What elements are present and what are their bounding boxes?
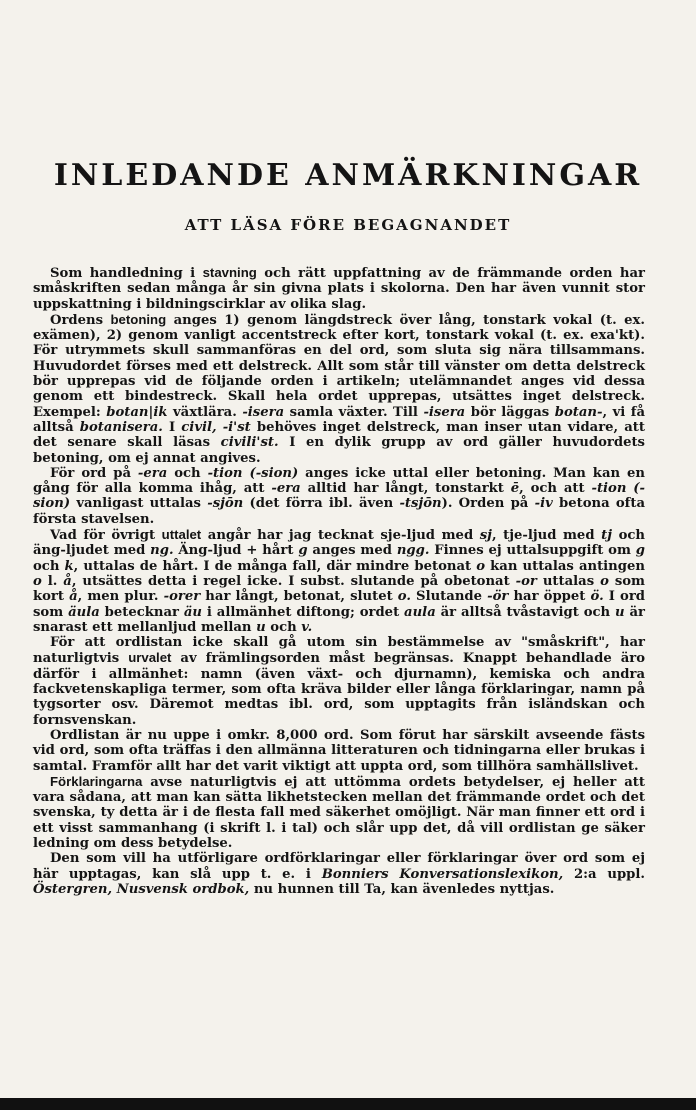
example-word: -isera — [423, 404, 466, 420]
page-title: INLEDANDE ANMÄRKNINGAR — [53, 158, 643, 193]
example-word: -isera — [242, 404, 285, 420]
text-run: vanligast uttalas — [70, 496, 208, 512]
keyword-uttalet: uttalet — [161, 527, 202, 543]
example-word: ng. — [150, 543, 174, 559]
text-run: (det förra ibl. även — [243, 496, 400, 512]
example-word: g — [635, 543, 645, 559]
text-run: I en dylik grupp av ord gäller huvudordets betoning, om ej annat angives. — [33, 435, 645, 466]
example-word: -iv — [534, 496, 553, 512]
example-word: o — [476, 558, 486, 574]
text-run: betecknar — [99, 604, 184, 620]
example-word: ö. — [590, 589, 604, 605]
text-run: anges 1) genom längdstreck över lång, tonstark vokal (t. ex. exämen), 2) genom vanligt accentstreck efter kort, tonstark vokal (t. ex. exa'kt). För utrymmets skull sammanföras en del ord, som sluta sig nära tillsammans. Huvudordet förses med ett delstreck. Allt som står till vänster om detta delstreck bör upprepas vid de följande orden i artikeln; utelämnandet anges vid dessa genom ett bindestreck. Skall hela ordet upprepas, utsättes inget delstreck. Exempel: — [33, 312, 645, 420]
example-word: -tsjōn — [399, 496, 442, 512]
keyword-stavning: stavning — [202, 265, 257, 280]
page-subtitle: ATT LÄSA FÖRE BEGAGNANDET — [184, 216, 512, 234]
text-run: I — [162, 419, 182, 435]
text-run: anges med — [307, 543, 397, 559]
text-run: kan uttalas antingen — [485, 558, 645, 574]
text-run: För att ordlistan icke skall gå utom sin bestämmelse av "småskrift", har naturligtvis — [33, 635, 645, 667]
example-word: -sjōn — [207, 496, 244, 512]
text-run: bör läggas — [465, 404, 555, 420]
example-word: -tion (-sion) — [33, 481, 646, 512]
text-run: ). Orden på — [441, 496, 535, 512]
text-run: har långt, betonat, slutet — [200, 589, 398, 605]
text-run: som kort — [33, 573, 645, 605]
text-run: Den som vill ha utförligare ordförklaringar eller förklaringar över ord som ej här upptagas, kan slå upp t. e. i — [33, 851, 645, 882]
example-word: -era — [271, 481, 301, 497]
example-word: civil, -i'st — [181, 419, 251, 435]
text-run: Ordens — [50, 312, 111, 328]
text-run: Vad för övrigt — [50, 528, 162, 544]
text-run: Slutande — [410, 589, 488, 605]
example-word: å — [69, 589, 78, 605]
paragraph-references — [33, 851, 645, 897]
text-run: har öppet — [508, 589, 591, 605]
example-word: ngg. — [396, 543, 430, 559]
example-word: u — [256, 619, 266, 635]
text-run: växtlära. — [167, 404, 243, 420]
text-run: och rätt uppfattning av de främmande orden har småskriften sedan många år sin givna plats i skolorna. Den har även vunnit stor uppskattning i bildningscirklar av olika slag. — [33, 266, 645, 312]
text-run: uttalas — [536, 573, 601, 589]
example-word: å — [63, 573, 72, 589]
text-run: , men plur. — [77, 589, 164, 605]
keyword-betoning: betoning — [110, 311, 167, 327]
text-run: Äng-ljud + hårt — [173, 543, 299, 559]
example-word: v. — [301, 619, 313, 635]
example-word: botan|ik — [106, 404, 168, 420]
text-run: För ord på — [50, 465, 138, 481]
text-run: samla växter. Till — [284, 404, 424, 420]
reference-title: Bonniers Konversationslexikon, — [321, 866, 564, 882]
example-word: äula — [68, 604, 100, 620]
example-word: botanisera. — [79, 419, 163, 435]
example-word: -ör — [487, 589, 509, 605]
paragraph-selection — [33, 635, 645, 728]
paragraph-pronunciation — [33, 527, 645, 635]
reference-title: Östergren, Nusvensk ordbok, — [33, 881, 250, 897]
example-word: äu — [183, 604, 202, 620]
example-word: u — [615, 604, 625, 620]
paragraph-word-count — [33, 728, 645, 774]
text-run: Finnes ej uttalsuppgift om — [429, 543, 636, 559]
keyword-urvalet: urvalet — [128, 650, 172, 666]
example-word: botan- — [554, 404, 603, 420]
example-word: k — [64, 558, 74, 574]
example-word: aula — [404, 604, 436, 620]
text-run: , utsättes detta i regel icke. I subst. slutande på obetonat — [71, 573, 516, 589]
text-run: och — [167, 465, 208, 481]
text-run: 2:a uppl. — [563, 866, 645, 882]
text-run: alltid har långt, tonstarkt — [300, 481, 511, 497]
keyword-forklaringarna: Förklaringarna — [50, 773, 143, 789]
example-word: -era — [137, 465, 168, 481]
text-run: I ord som — [33, 589, 646, 620]
example-word: sj — [479, 528, 492, 544]
paragraph-explanations — [33, 774, 645, 851]
example-word: -tion (-sion) — [207, 465, 299, 481]
text-run: behöves inget delstreck, man inser utan vidare, att det senare skall läsas — [33, 419, 645, 451]
text-run: nu hunnen till Ta, kan ävenledes nyttjas. — [249, 881, 555, 897]
example-word: o. — [397, 589, 411, 605]
text-run: betona ofta första stavelsen. — [33, 496, 645, 527]
example-word: o — [600, 573, 609, 589]
bottom-edge-bar — [0, 1098, 696, 1110]
text-run: i allmänhet diftong; ordet — [202, 604, 405, 620]
example-word: ē — [510, 481, 520, 497]
example-word: o — [33, 573, 42, 589]
text-run: , tje-ljud med — [491, 528, 602, 544]
text-run: , vi få alltså — [33, 404, 645, 435]
paragraph-suffixes — [33, 466, 645, 527]
text-run: , och att — [519, 481, 592, 497]
example-word: -or — [515, 573, 537, 589]
text-run: av främlingsorden måst begränsas. Knappt behandlade äro därför i allmänhet: namn (även växt- och djurnamn), kemiska och andra fackvetenskapliga termer, som ofta kräva bilder eller långa förklaringar, namn på tygsorter osv. Däremot medtas ibl. ord, som upptagits från isländskan och fornsvenskan. — [33, 651, 645, 728]
text-run: och äng-ljudet med — [33, 528, 645, 559]
text-run: avse naturligtvis ej att uttömma ordets betydelser, ej heller att vara sådana, att man kan sätta likhetstecken mellan det främmande ordet och det svenska, ty detta är i de flesta fall med säkerhet omöjligt. När man finner ett ord i ett visst sammanhang (i skrift l. i tal) och slår upp det, då vill ordlistan ge säker ledning om dess betydelse. — [33, 774, 645, 851]
text-run: och — [265, 619, 302, 635]
text-run: angår har jag tecknat sje-ljud med — [201, 528, 480, 544]
body-text — [33, 265, 645, 897]
text-run: Som handledning i — [50, 266, 203, 281]
text-run: är alltså tvåstavigt och — [435, 604, 616, 620]
paragraph-spelling — [33, 265, 645, 312]
text-run: och — [33, 558, 65, 574]
text-run: är snarast ett mellanljud mellan — [33, 604, 645, 635]
text-run: anges icke uttal eller betoning. Man kan en gång för alla komma ihåg, att — [33, 465, 645, 497]
example-word: tj — [601, 528, 612, 544]
text-run: Ordlistan är nu uppe i omkr. 8,000 ord. Som förut har särskilt avseende fästs vid ord, som ofta träffas i den allmänna litteraturen och tidningarna eller brukas i samtal. Framför allt har det varit viktigt att uppta ord, som tillhöra samhällslivet. — [33, 727, 645, 774]
paragraph-stress — [33, 312, 645, 466]
example-word: g — [298, 543, 308, 559]
example-word: civili'st. — [220, 435, 279, 451]
example-word: -orer — [163, 589, 201, 605]
text-run: l. — [41, 573, 64, 589]
text-run: , uttalas de hårt. I de många fall, där mindre betonat — [73, 558, 477, 574]
